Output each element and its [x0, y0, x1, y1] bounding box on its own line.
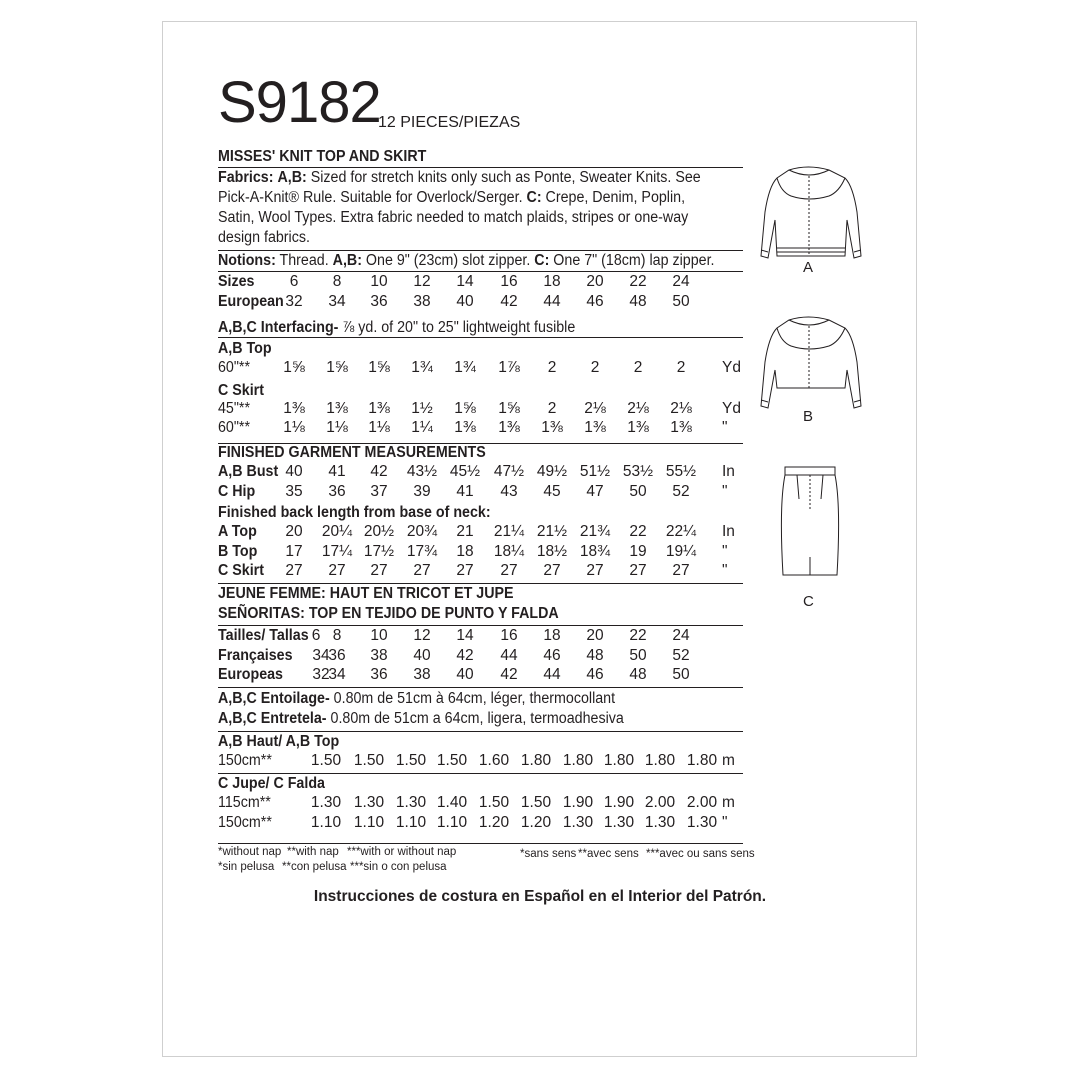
size-table-cell: 1.50: [436, 752, 468, 769]
ab-haut-label: A,B Haut/ A,B Top: [218, 733, 340, 750]
row-label: Tailles/ Tallas: [218, 627, 309, 644]
size-table-cell: 1⅜: [541, 419, 563, 436]
size-table-cell: 41: [328, 463, 346, 480]
size-table-cell: 27: [543, 562, 561, 579]
size-table-cell: 21¾: [579, 523, 611, 540]
divider: [218, 271, 743, 272]
row-label: C Skirt: [218, 562, 264, 579]
row-unit: m: [722, 794, 735, 811]
size-table-cell: 39: [413, 483, 431, 500]
size-table-cell: 1½: [411, 400, 433, 417]
size-table-cell: 46: [586, 293, 604, 310]
title-spanish: SEÑORITAS: TOP EN TEJIDO DE PUNTO Y FALDA: [218, 605, 559, 622]
size-table-cell: 27: [413, 562, 431, 579]
size-table-cell: 2⅛: [584, 400, 606, 417]
size-table-cell: 47: [586, 483, 604, 500]
size-table-cell: 1⅛: [368, 419, 390, 436]
size-table-cell: 12: [413, 627, 431, 644]
size-table-cell: 34: [328, 666, 346, 683]
row-label: Sizes: [218, 273, 255, 290]
interfacing-es-line: A,B,C Entretela- 0.80m de 51cm a 64cm, ligera, termoadhesiva: [218, 710, 624, 727]
size-table-cell: 48: [629, 293, 647, 310]
size-table-cell: 1.50: [395, 752, 427, 769]
size-table-cell: 46: [543, 647, 561, 664]
row-label: 45"**: [218, 400, 251, 417]
size-table-cell: 42: [456, 647, 474, 664]
size-table-cell: 2.00: [644, 794, 676, 811]
size-table-cell: 42: [500, 666, 518, 683]
size-table-cell: 1⅜: [326, 400, 348, 417]
size-table-cell: 1⅜: [283, 400, 305, 417]
pattern-number: S9182: [218, 70, 381, 135]
size-table-cell: 1.80: [562, 752, 594, 769]
title-french: JEUNE FEMME: HAUT EN TRICOT ET JUPE: [218, 585, 514, 602]
row-unit: ": [722, 483, 728, 500]
size-table-cell: 50: [629, 483, 647, 500]
size-table-cell: 27: [285, 562, 303, 579]
size-table-cell: 1⅛: [326, 419, 348, 436]
size-table-cell: 1.30: [310, 794, 342, 811]
size-table-cell: 52: [672, 647, 690, 664]
size-table-cell: 46: [586, 666, 604, 683]
size-table-cell: 1.90: [603, 794, 635, 811]
row-label: Françaises: [218, 647, 293, 664]
size-table-cell: 2: [547, 400, 557, 417]
size-table-cell: 1.10: [395, 814, 427, 831]
divider: [218, 337, 743, 338]
size-table-cell: 50: [672, 666, 690, 683]
row-label: A,B Bust: [218, 463, 279, 480]
interfacing-en-line: A,B,C Interfacing- ⅞ yd. of 20" to 25" lightweight fusible: [218, 319, 576, 336]
size-table-cell: 2⅛: [627, 400, 649, 417]
size-table-cell: 1.50: [310, 752, 342, 769]
size-table-cell: 44: [543, 666, 561, 683]
size-table-cell: 27: [586, 562, 604, 579]
size-table-cell: 55½: [665, 463, 697, 480]
size-table-cell: 12: [413, 273, 431, 290]
size-table-cell: 20¾: [406, 523, 438, 540]
size-table-cell: 14: [456, 273, 474, 290]
size-table-cell: 16: [500, 273, 518, 290]
size-table-cell: 16: [500, 627, 518, 644]
size-table-cell: 36: [328, 647, 346, 664]
size-table-row: [0, 293, 760, 313]
size-table-cell: 2: [676, 359, 686, 376]
size-table-cell: 38: [370, 647, 388, 664]
footnote-fr-2: **avec sens: [578, 848, 639, 860]
size-table-cell: 17: [285, 543, 303, 560]
size-table-cell: 20½: [363, 523, 395, 540]
finished-heading: FINISHED GARMENT MEASUREMENTS: [218, 444, 486, 461]
size-table-cell: 1.30: [562, 814, 594, 831]
size-table-cell: 34: [328, 293, 346, 310]
c-jupe-label: C Jupe/ C Falda: [218, 775, 325, 792]
size-table-cell: 50: [672, 293, 690, 310]
interfacing-fr-line: A,B,C Entoilage- 0.80m de 51cm à 64cm, léger, thermocollant: [218, 690, 616, 707]
size-table-cell: 32: [312, 666, 330, 683]
size-table-cell: 1⅝: [326, 359, 348, 376]
size-table-cell: 1.80: [520, 752, 552, 769]
size-table-cell: 37: [370, 483, 388, 500]
size-table-cell: 35: [285, 483, 303, 500]
size-table-cell: 41: [456, 483, 474, 500]
divider: [218, 843, 743, 844]
size-table-cell: 1.10: [436, 814, 468, 831]
size-table-cell: 1.20: [520, 814, 552, 831]
size-table-cell: 40: [456, 666, 474, 683]
view-c-label: C: [803, 593, 814, 610]
size-table-cell: 1.90: [562, 794, 594, 811]
view-c-skirt-illustration: [775, 465, 845, 585]
row-label: 150cm**: [218, 814, 272, 831]
view-a-top-illustration: [755, 160, 865, 270]
size-table-cell: 19¼: [665, 543, 697, 560]
size-table-cell: 1.30: [686, 814, 718, 831]
size-table-cell: 10: [370, 627, 388, 644]
size-table-cell: 1⅜: [670, 419, 692, 436]
row-unit: ": [722, 419, 728, 436]
size-table-cell: 36: [328, 483, 346, 500]
size-table-cell: 1.20: [478, 814, 510, 831]
size-table-cell: 1.60: [478, 752, 510, 769]
size-table-cell: 1⅜: [584, 419, 606, 436]
size-table-cell: 10: [370, 273, 388, 290]
size-table-cell: 1⅜: [368, 400, 390, 417]
size-table-cell: 17¾: [406, 543, 438, 560]
back-length-heading: Finished back length from base of neck:: [218, 504, 491, 521]
size-table-cell: 1⅝: [498, 400, 520, 417]
size-table-row: [0, 627, 760, 647]
size-table-cell: 17½: [363, 543, 395, 560]
size-table-cell: 45½: [449, 463, 481, 480]
size-table-cell: 32: [285, 293, 303, 310]
row-label: Europeas: [218, 666, 283, 683]
row-unit: In: [722, 523, 735, 540]
ab-top-label: A,B Top: [218, 340, 272, 357]
notions-line: Notions: Thread. A,B: One 9" (23cm) slot zipper. C: One 7" (18cm) lap zipper.: [218, 252, 715, 269]
size-table-cell: 42: [500, 293, 518, 310]
view-b-label: B: [803, 408, 814, 425]
size-table-cell: 1.30: [603, 814, 635, 831]
size-table-cell: 8: [332, 627, 342, 644]
size-table-cell: 44: [500, 647, 518, 664]
size-table-cell: 1⅜: [627, 419, 649, 436]
size-table-cell: 1.10: [310, 814, 342, 831]
size-table-row: [0, 273, 760, 293]
size-table-cell: 38: [413, 293, 431, 310]
size-table-cell: 1⅝: [283, 359, 305, 376]
size-table-cell: 27: [629, 562, 647, 579]
size-table-row: [0, 647, 760, 667]
c-skirt-label: C Skirt: [218, 382, 264, 399]
title-english: MISSES' KNIT TOP AND SKIRT: [218, 148, 427, 165]
row-unit: ": [722, 543, 728, 560]
size-table-cell: 36: [370, 293, 388, 310]
size-table-cell: 34: [312, 647, 330, 664]
size-table-cell: 44: [543, 293, 561, 310]
size-table-cell: 1¼: [411, 419, 433, 436]
size-table-cell: 21½: [536, 523, 568, 540]
size-table-cell: 18: [456, 543, 474, 560]
row-unit: ": [722, 814, 728, 831]
size-table-cell: 27: [328, 562, 346, 579]
size-table-row: [0, 666, 760, 686]
size-table-cell: 20: [586, 627, 604, 644]
size-table-cell: 36: [370, 666, 388, 683]
size-table-cell: 1⅝: [368, 359, 390, 376]
size-table-cell: 49½: [536, 463, 568, 480]
row-label: European: [218, 293, 284, 310]
size-table-cell: 48: [629, 666, 647, 683]
size-table-cell: 6: [311, 627, 321, 644]
footnote-en-1: *without nap: [218, 846, 282, 858]
row-label: 150cm**: [218, 752, 272, 769]
size-table-cell: 24: [672, 627, 690, 644]
row-unit: m: [722, 752, 735, 769]
divider: [218, 687, 743, 688]
size-table-cell: 20: [586, 273, 604, 290]
row-unit: Yd: [722, 359, 741, 376]
size-table-cell: 1⅞: [498, 359, 520, 376]
size-table-cell: 6: [289, 273, 299, 290]
divider: [218, 625, 743, 626]
footnote-es-2: **con pelusa: [282, 861, 347, 873]
row-label: 60"**: [218, 419, 251, 436]
size-table-cell: 43½: [406, 463, 438, 480]
size-table-cell: 2⅛: [670, 400, 692, 417]
footnote-es-1: *sin pelusa: [218, 861, 275, 873]
size-table-cell: 38: [413, 666, 431, 683]
size-table-cell: 14: [456, 627, 474, 644]
piece-count: 12 PIECES/PIEZAS: [378, 114, 521, 131]
size-table-row: [0, 794, 760, 814]
size-table-cell: 2: [633, 359, 643, 376]
size-table-cell: 1.50: [478, 794, 510, 811]
size-table-cell: 42: [370, 463, 388, 480]
size-table-cell: 20¼: [321, 523, 353, 540]
size-table-row: [0, 400, 760, 420]
size-table-cell: 40: [456, 293, 474, 310]
size-table-cell: 53½: [622, 463, 654, 480]
size-table-cell: 18: [543, 627, 561, 644]
size-table-cell: 18¼: [493, 543, 525, 560]
size-table-row: [0, 359, 760, 379]
row-unit: Yd: [722, 400, 741, 417]
size-table-cell: 1.30: [395, 794, 427, 811]
size-table-cell: 27: [500, 562, 518, 579]
size-table-cell: 1.80: [644, 752, 676, 769]
spanish-instructions-note: Instrucciones de costura en Español en el Interior del Patrón.: [313, 888, 767, 905]
row-label: C Hip: [218, 483, 256, 500]
size-table-cell: 19: [629, 543, 647, 560]
row-label: 115cm**: [218, 794, 271, 811]
size-table-cell: 27: [672, 562, 690, 579]
size-table-cell: 24: [672, 273, 690, 290]
size-table-cell: 50: [629, 647, 647, 664]
size-table-cell: 45: [543, 483, 561, 500]
fabrics-paragraph: Fabrics: A,B: Sized for stretch knits only such as Ponte, Sweater Knits. See Pick-A-Knit® Rule. Suitable for Overlock/Serger. C: Crepe, Denim, Poplin, Satin, Wool Types. Extra fabric needed to match plaids, stripes or one-way design fabrics.: [218, 169, 701, 246]
footnote-en-2: **with nap: [287, 846, 339, 858]
row-unit: In: [722, 463, 735, 480]
size-table-cell: 17¼: [321, 543, 353, 560]
size-table-cell: 47½: [493, 463, 525, 480]
row-unit: ": [722, 562, 728, 579]
size-table-cell: 22¼: [665, 523, 697, 540]
size-table-cell: 51½: [579, 463, 611, 480]
size-table-cell: 1⅛: [283, 419, 305, 436]
size-table-cell: 43: [500, 483, 518, 500]
row-label: A Top: [218, 523, 257, 540]
size-table-row: [0, 483, 760, 503]
size-table-cell: 1.50: [353, 752, 385, 769]
size-table-cell: 18¾: [579, 543, 611, 560]
size-table-cell: 40: [413, 647, 431, 664]
size-table-cell: 18: [543, 273, 561, 290]
size-table-cell: 27: [456, 562, 474, 579]
footnote-en-3: ***with or without nap: [347, 846, 457, 858]
view-a-label: A: [803, 259, 814, 276]
size-table-cell: 1.10: [353, 814, 385, 831]
size-table-row: [0, 562, 760, 582]
size-table-cell: 2: [590, 359, 600, 376]
size-table-cell: 21¼: [493, 523, 525, 540]
size-table-row: [0, 543, 760, 563]
size-table-cell: 1¾: [454, 359, 476, 376]
size-table-cell: 27: [370, 562, 388, 579]
size-table-row: [0, 523, 760, 543]
row-label: 60"**: [218, 359, 251, 376]
footnote-es-3: ***sin o con pelusa: [350, 861, 447, 873]
size-table-cell: 1.80: [603, 752, 635, 769]
size-table-cell: 1⅜: [454, 419, 476, 436]
size-table-cell: 1.40: [436, 794, 468, 811]
footnote-fr-1: *sans sens: [520, 848, 577, 860]
size-table-cell: 21: [456, 523, 474, 540]
size-table-cell: 1⅝: [454, 400, 476, 417]
size-table-cell: 1⅜: [498, 419, 520, 436]
size-table-cell: 1.50: [520, 794, 552, 811]
view-b-top-illustration: [755, 312, 865, 412]
size-table-cell: 1.30: [353, 794, 385, 811]
size-table-cell: 48: [586, 647, 604, 664]
size-table-cell: 1¾: [411, 359, 433, 376]
row-label: B Top: [218, 543, 258, 560]
size-table-cell: 2: [547, 359, 557, 376]
size-table-cell: 18½: [536, 543, 568, 560]
footnote-fr-3: ***avec ou sans sens: [646, 848, 755, 860]
size-table-cell: 22: [629, 273, 647, 290]
size-table-row: [0, 752, 760, 772]
size-table-row: [0, 463, 760, 483]
size-table-cell: 22: [629, 523, 647, 540]
size-table-cell: 22: [629, 627, 647, 644]
size-table-cell: 8: [332, 273, 342, 290]
size-table-row: [0, 814, 760, 834]
size-table-cell: 1.30: [644, 814, 676, 831]
size-table-cell: 1.80: [686, 752, 718, 769]
size-table-cell: 40: [285, 463, 303, 480]
size-table-cell: 20: [285, 523, 303, 540]
size-table-cell: 52: [672, 483, 690, 500]
size-table-row: [0, 419, 760, 439]
size-table-cell: 2.00: [686, 794, 718, 811]
